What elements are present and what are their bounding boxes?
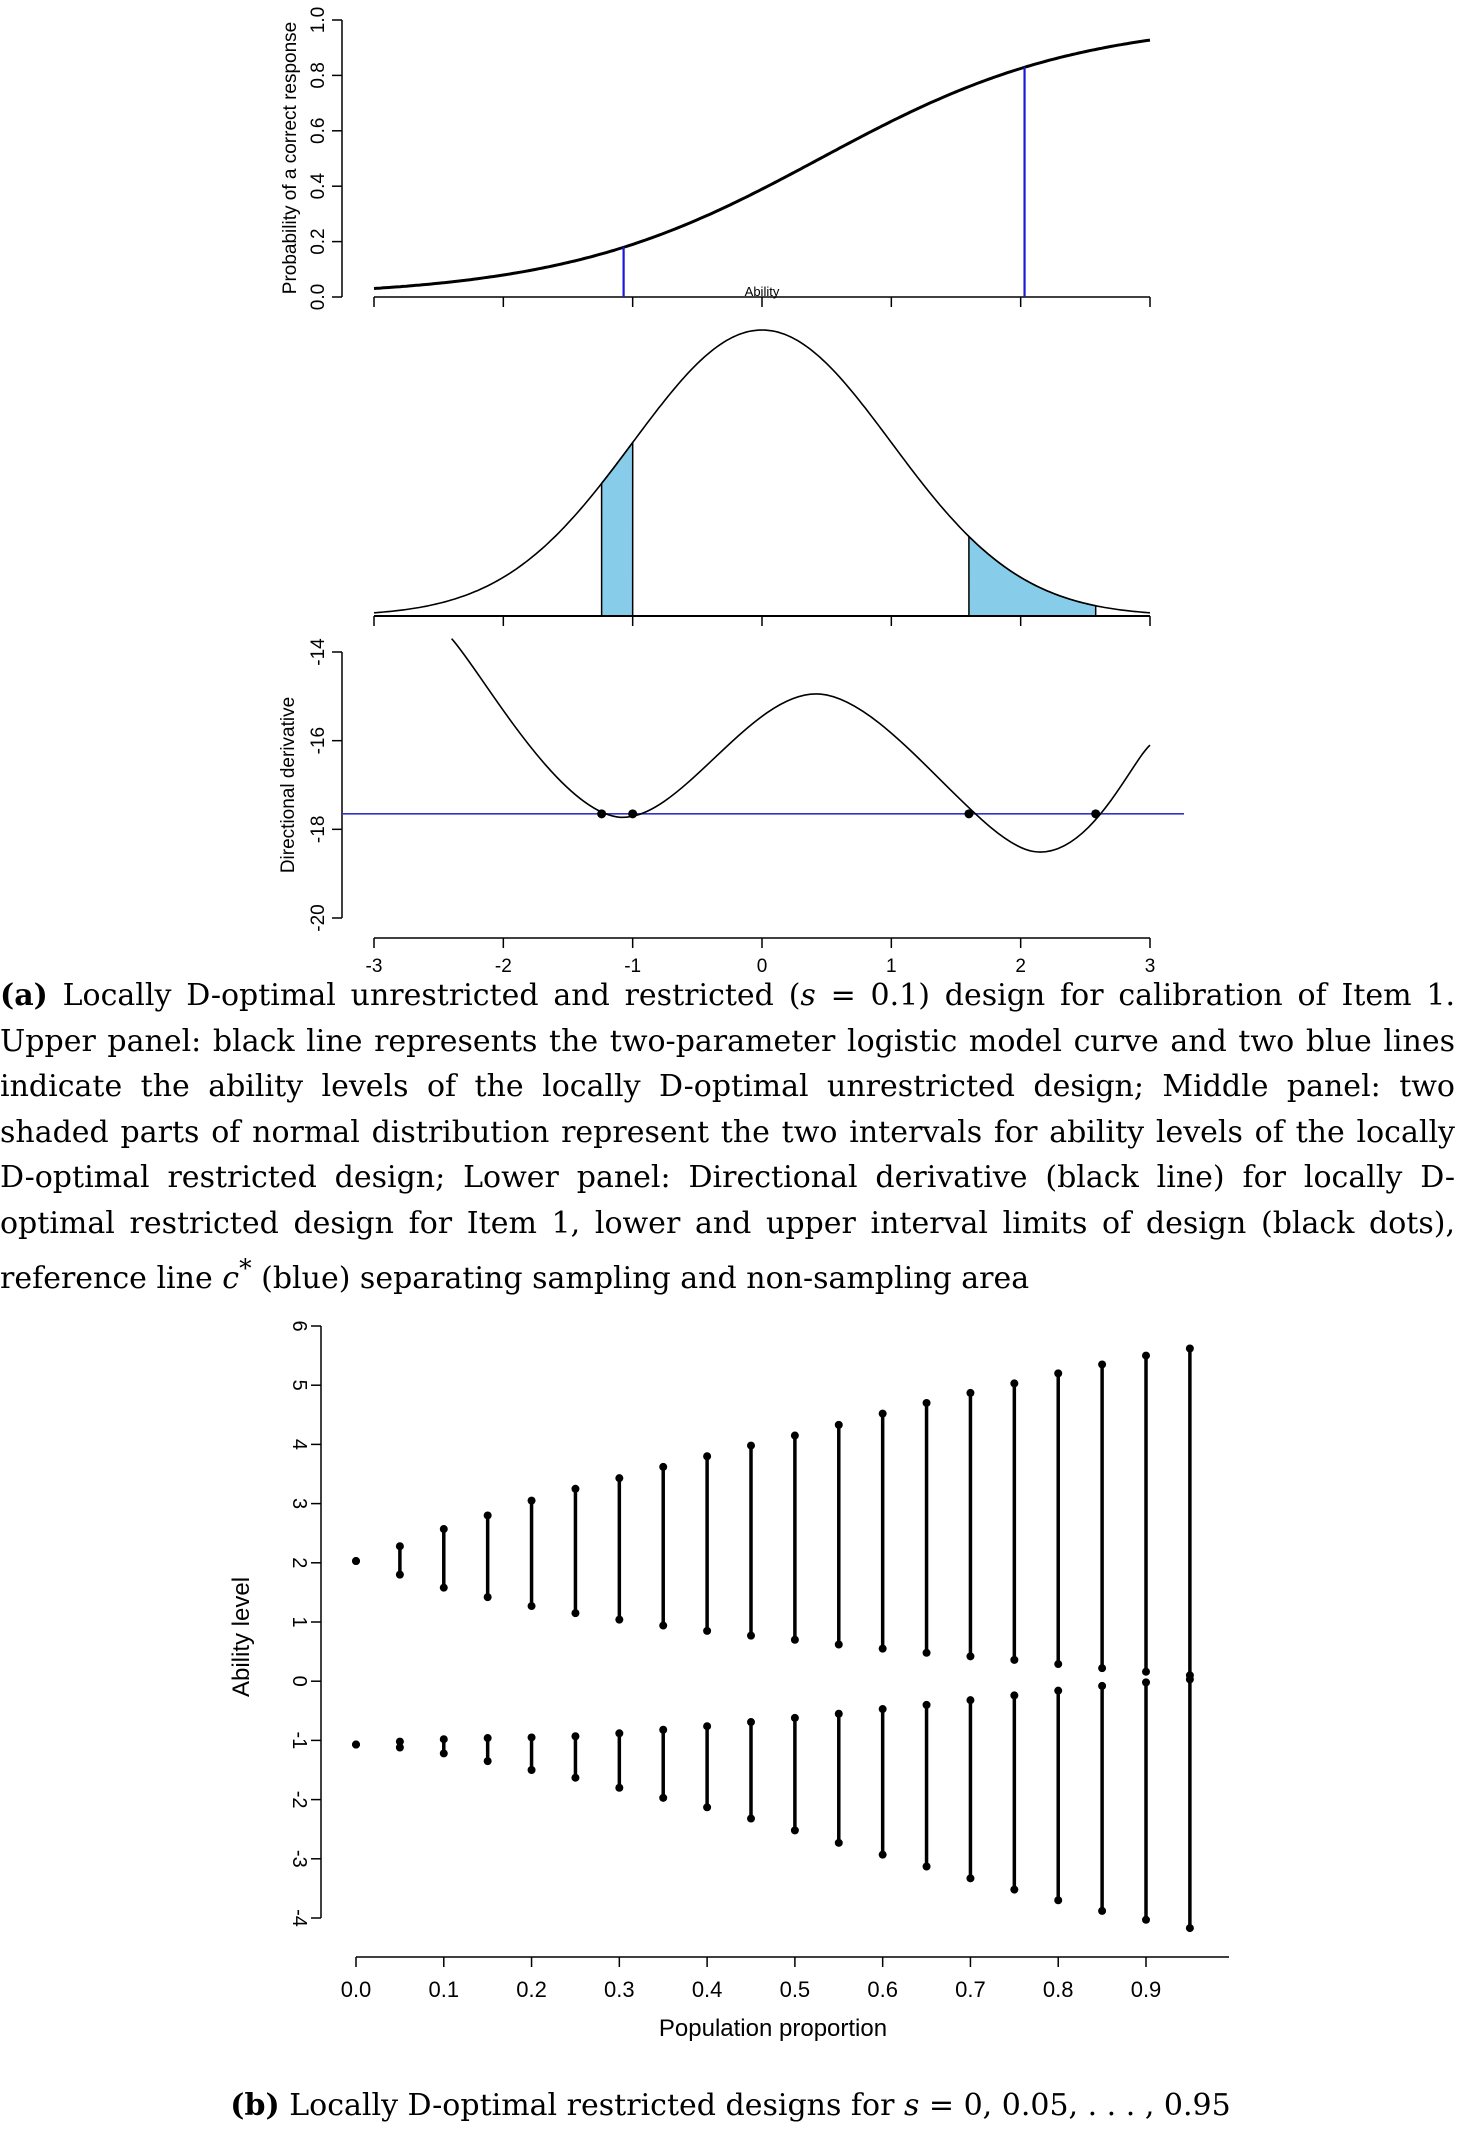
x-tick-label: 0.2 — [516, 1977, 547, 2002]
interval-endpoint — [659, 1726, 667, 1734]
lower-panel-directional-derivative — [278, 638, 1184, 977]
interval-endpoint — [791, 1826, 799, 1834]
interval-endpoint — [791, 1714, 799, 1722]
interval-limit-dot — [1091, 809, 1100, 818]
interval-endpoint — [1142, 1668, 1150, 1676]
b-x-axis-label: Population proportion — [658, 2015, 888, 2042]
x-tick-label: 0.0 — [340, 1977, 372, 2002]
upper-x-axis-inner-label: Ability — [744, 284, 780, 299]
interval-limit-dot — [628, 809, 637, 818]
interval-endpoint — [966, 1652, 974, 1660]
interval-limit-dot — [597, 809, 606, 818]
shaded-interval — [969, 537, 1096, 617]
interval-endpoint — [1054, 1369, 1062, 1377]
y-tick-label: 4 — [288, 1438, 310, 1450]
normal-curve — [374, 330, 1150, 613]
y-tick-label: -20 — [308, 904, 329, 932]
interval-endpoint — [615, 1616, 623, 1624]
interval-endpoint — [1010, 1691, 1018, 1699]
interval-endpoint — [1010, 1379, 1018, 1387]
x-tick-label: -1 — [624, 956, 642, 977]
interval-endpoint — [1098, 1360, 1106, 1368]
upper-y-axis-label: Probability of a correct response — [280, 21, 301, 295]
x-tick-label: 0 — [756, 956, 768, 977]
lower-y-axis-label: Directional derivative — [278, 696, 299, 874]
y-tick-label: -3 — [288, 1849, 310, 1868]
caption-a — [0, 973, 1455, 1302]
interval-endpoint — [879, 1705, 887, 1713]
x-tick-label: 0.4 — [691, 1977, 723, 2002]
interval-endpoint — [1010, 1886, 1018, 1894]
interval-endpoint — [1142, 1916, 1150, 1924]
y-tick-label: 0.0 — [308, 283, 329, 311]
y-tick-label: 0.8 — [308, 62, 329, 89]
interval-endpoint — [615, 1729, 623, 1737]
interval-endpoint — [791, 1636, 799, 1644]
interval-endpoint — [396, 1738, 404, 1746]
interval-endpoint — [747, 1718, 755, 1726]
interval-endpoint — [396, 1542, 404, 1550]
interval-endpoint — [484, 1511, 492, 1519]
y-tick-label: 5 — [288, 1379, 310, 1391]
interval-endpoint — [1186, 1924, 1194, 1932]
y-tick-label: 0.4 — [308, 172, 329, 200]
x-tick-label: -3 — [365, 956, 383, 977]
x-tick-label: 0.8 — [1042, 1977, 1074, 2002]
interval-endpoint — [966, 1389, 974, 1397]
interval-endpoint — [1098, 1907, 1106, 1915]
interval-endpoint — [352, 1557, 360, 1565]
x-tick-label: 0.5 — [779, 1977, 811, 2002]
x-tick-label: 0.3 — [604, 1977, 635, 2002]
interval-endpoint — [440, 1735, 448, 1743]
interval-endpoint — [923, 1649, 931, 1657]
interval-endpoint — [484, 1593, 492, 1601]
interval-endpoint — [1142, 1678, 1150, 1686]
y-tick-label: 0.6 — [308, 117, 329, 145]
interval-endpoint — [923, 1862, 931, 1870]
interval-endpoint — [440, 1584, 448, 1592]
interval-endpoint — [1098, 1682, 1106, 1690]
interval-endpoint — [966, 1696, 974, 1704]
caption-a-text: (blue) separating sampling and non-sampling area — [251, 1261, 1030, 1296]
interval-endpoint — [923, 1701, 931, 1709]
y-tick-label: 2 — [288, 1557, 310, 1569]
x-tick-label: 2 — [1015, 956, 1026, 977]
y-tick-label: -4 — [288, 1909, 310, 1927]
interval-endpoint — [1186, 1344, 1194, 1352]
interval-endpoint — [659, 1463, 667, 1471]
caption-b-var: s — [903, 2088, 920, 2123]
interval-endpoint — [879, 1851, 887, 1859]
interval-endpoint — [571, 1732, 579, 1740]
interval-endpoint — [703, 1452, 711, 1460]
interval-endpoint — [1054, 1896, 1062, 1904]
logistic-curve — [374, 40, 1150, 288]
caption-a-tag: (a) — [0, 978, 48, 1013]
interval-endpoint — [440, 1749, 448, 1757]
interval-endpoint — [615, 1474, 623, 1482]
x-tick-label: -2 — [494, 956, 512, 977]
y-tick-label: -18 — [308, 815, 329, 844]
interval-endpoint — [615, 1784, 623, 1792]
interval-endpoint — [571, 1609, 579, 1617]
panel-b-restricted-designs — [228, 1320, 1229, 2042]
interval-endpoint — [396, 1571, 404, 1579]
y-tick-label: 3 — [288, 1498, 310, 1510]
y-tick-label: -1 — [288, 1731, 310, 1750]
interval-endpoint — [835, 1839, 843, 1847]
interval-endpoint — [835, 1421, 843, 1429]
interval-endpoint — [835, 1710, 843, 1718]
interval-endpoint — [659, 1622, 667, 1630]
upper-panel-logistic-curve — [280, 7, 1150, 310]
interval-endpoint — [1010, 1656, 1018, 1664]
x-tick-label: 0.1 — [428, 1977, 460, 2002]
b-y-axis-label: Ability level — [228, 1576, 255, 1698]
interval-endpoint — [1186, 1675, 1194, 1683]
caption-a-var: s — [800, 978, 816, 1013]
y-tick-label: 1 — [288, 1616, 310, 1628]
interval-endpoint — [703, 1722, 711, 1730]
interval-limit-dot — [964, 809, 973, 818]
interval-endpoint — [484, 1757, 492, 1765]
interval-endpoint — [440, 1525, 448, 1533]
x-tick-label: 0.9 — [1130, 1977, 1162, 2002]
caption-b-tag: (b) — [230, 2088, 280, 2123]
x-tick-label: 0.7 — [955, 1977, 986, 2002]
interval-endpoint — [703, 1803, 711, 1811]
interval-endpoint — [1054, 1687, 1062, 1695]
interval-endpoint — [747, 1815, 755, 1823]
y-tick-label: 6 — [288, 1320, 310, 1332]
interval-endpoint — [528, 1497, 536, 1505]
interval-endpoint — [528, 1766, 536, 1774]
caption-b — [0, 2083, 1461, 2129]
caption-a-sup: * — [239, 1254, 252, 1283]
y-tick-label: -14 — [308, 638, 329, 666]
caption-b-text: Locally D-optimal restricted designs for — [279, 2088, 904, 2123]
interval-endpoint — [352, 1741, 360, 1749]
interval-endpoint — [1142, 1352, 1150, 1360]
interval-endpoint — [923, 1399, 931, 1407]
interval-endpoint — [703, 1627, 711, 1635]
caption-a-text: = 0.1) design for calibration of Item 1. Upper panel: black line represents the two-parameter logistic model curve and two blue lines indicate the ability levels of the locally D-optimal unrestricted design; Middle panel: two shaded parts of normal distribution represent the two intervals for ability levels of the locally D-optimal restricted design; Lower panel: Directional derivative (black line) for locally D-optimal restricted design for Item 1, lower and upper interval limits of design (black dots), reference line — [0, 978, 1456, 1296]
y-tick-label: 0.2 — [308, 228, 329, 255]
interval-endpoint — [1098, 1664, 1106, 1672]
interval-endpoint — [571, 1774, 579, 1782]
interval-endpoint — [747, 1632, 755, 1640]
interval-endpoint — [528, 1733, 536, 1741]
x-tick-label: 0.6 — [867, 1977, 898, 2002]
y-tick-label: -16 — [308, 726, 329, 755]
y-tick-label: 1.0 — [308, 6, 329, 34]
interval-endpoint — [879, 1645, 887, 1653]
interval-endpoint — [528, 1602, 536, 1610]
interval-endpoint — [966, 1874, 974, 1882]
interval-endpoint — [835, 1640, 843, 1648]
shaded-interval — [602, 443, 633, 617]
interval-endpoint — [791, 1432, 799, 1440]
x-tick-label: 1 — [886, 956, 897, 977]
caption-a-var: c — [222, 1261, 240, 1296]
interval-endpoint — [1054, 1660, 1062, 1668]
directional-derivative-curve — [452, 639, 1150, 852]
interval-endpoint — [747, 1442, 755, 1450]
interval-endpoint — [879, 1410, 887, 1418]
interval-endpoint — [484, 1734, 492, 1742]
caption-b-text: = 0, 0.05, . . . , 0.95 — [919, 2088, 1231, 2123]
x-tick-label: 3 — [1144, 956, 1156, 977]
interval-endpoint — [659, 1794, 667, 1802]
middle-panel-normal-distribution — [374, 330, 1150, 626]
caption-a-text: Locally D-optimal unrestricted and restricted ( — [47, 978, 801, 1013]
y-tick-label: -2 — [288, 1790, 310, 1809]
interval-endpoint — [571, 1485, 579, 1493]
y-tick-label: 0 — [288, 1675, 310, 1687]
